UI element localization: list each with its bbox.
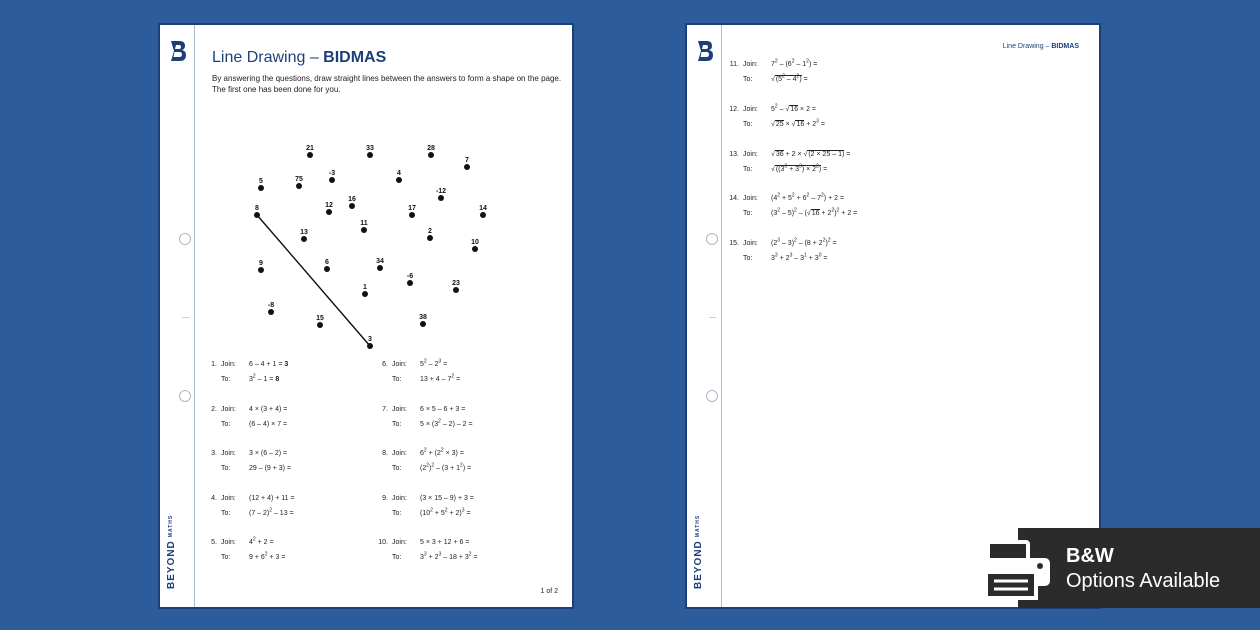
question-number: 11. <box>729 61 739 68</box>
join-label: Join: <box>743 150 758 158</box>
to-expression: $(2^2)^2 - (3 + 1^2)$ = <box>420 462 472 472</box>
dot <box>254 212 260 218</box>
brand-vertical: BEYONDMATHS <box>693 514 704 589</box>
question-number: 5. <box>211 539 217 546</box>
join-expression: $(4^2 + 5^2 + 6^2 - 7^2) + 2$ = <box>771 193 845 203</box>
dot <box>361 227 367 233</box>
to-label: To: <box>392 509 402 517</box>
dot-label: 12 <box>325 202 333 209</box>
question-item <box>376 495 551 525</box>
question-number: 4. <box>211 494 217 502</box>
question-number: 12. <box>729 105 739 113</box>
join-expression: 3 × (6 – 2) = <box>249 450 288 457</box>
join-label: Join: <box>392 539 407 546</box>
to-label: To: <box>221 420 231 428</box>
dot <box>258 185 264 191</box>
dot-label: -3 <box>328 170 336 177</box>
to-label: To: <box>221 509 231 517</box>
dot <box>377 265 383 271</box>
instructions: By answering the questions, draw straight lines between the answers to form a shape on the page. The first one has been done for you. <box>212 74 562 94</box>
dot-label: 7 <box>465 157 469 164</box>
join-expression: $5^2 - √16 \times 2$ = <box>771 103 817 113</box>
join-expression: $4^2 + 2$ = <box>249 536 274 546</box>
dot <box>268 309 274 315</box>
question-item <box>205 406 380 436</box>
to-expression: $3^3 + 2^3 - 18 + 3^2$ = <box>420 551 478 561</box>
dot <box>438 195 444 201</box>
join-expression: $7^2 - (6^2 - 1^2)$ = <box>771 58 818 68</box>
join-expression: (12 + 4) + 11 = <box>249 494 295 502</box>
dot <box>317 322 323 328</box>
to-expression: (6 – 4) × 7 = <box>249 420 288 428</box>
dot-label: 1 <box>363 284 367 291</box>
question-number: 1. <box>211 361 217 368</box>
join-expression: 5 × 3 + 12 + 6 = <box>420 539 470 546</box>
to-expression: $√(5^2 - 4^2)$ = <box>771 73 808 83</box>
dot <box>367 152 373 158</box>
dot-label: 3 <box>368 336 372 343</box>
dot <box>324 266 330 272</box>
beyond-logo-icon <box>696 39 714 63</box>
margin-line <box>194 25 195 607</box>
dot-label: 9 <box>259 260 263 267</box>
margin-line <box>721 25 722 607</box>
to-expression: $(3^2 - 5)^2 - (√16 + 2^2)^2 + 2$ = <box>771 208 858 218</box>
question-item <box>376 358 551 391</box>
punch-hole <box>706 390 718 402</box>
join-label: Join: <box>221 450 236 457</box>
dot-label: 33 <box>366 145 374 152</box>
join-label: Join: <box>221 494 236 502</box>
dot-label: -6 <box>406 273 414 280</box>
to-label: To: <box>221 554 231 561</box>
join-expression: $5^2 - 2^3$ = <box>420 358 448 368</box>
question-item <box>376 539 551 569</box>
join-label: Join: <box>743 105 758 113</box>
question-item <box>727 151 902 181</box>
dot <box>409 212 415 218</box>
join-label: Join: <box>221 405 236 413</box>
dot-label: 10 <box>471 239 479 246</box>
question-item <box>376 447 551 480</box>
question-item <box>727 237 902 270</box>
join-label: Join: <box>221 361 236 368</box>
beyond-logo-icon <box>169 39 187 63</box>
to-expression: $13 + 4 - 7^2$ = <box>420 373 461 383</box>
dot-label: -8 <box>267 302 275 309</box>
printer-icon <box>968 540 1054 600</box>
dot <box>296 183 302 189</box>
promo-banner <box>1018 528 1260 608</box>
to-label: To: <box>392 554 402 561</box>
dot <box>301 236 307 242</box>
to-label: To: <box>392 376 402 383</box>
question-number: 9. <box>382 494 388 502</box>
join-label: Join: <box>743 240 758 248</box>
punch-hole <box>179 233 191 245</box>
dot-grid <box>250 120 510 343</box>
question-item <box>727 103 902 136</box>
join-expression: √36 + 2 × √(2 × 25 – 1) = <box>771 150 851 158</box>
question-number: 6. <box>382 361 388 368</box>
to-label: To: <box>743 165 753 173</box>
dot-label: 75 <box>295 176 303 183</box>
to-expression: $(10^2 + 5^2 + 2)^3$ = <box>420 507 471 517</box>
dot-label: 16 <box>348 196 356 203</box>
question-number: 14. <box>729 195 739 203</box>
question-number: 13. <box>729 150 739 158</box>
dot <box>472 246 478 252</box>
question-number: 10. <box>378 539 388 546</box>
dot-label: 17 <box>408 205 416 212</box>
worksheet-page-1 <box>158 23 574 609</box>
dot-label: 34 <box>376 258 384 265</box>
dot <box>307 152 313 158</box>
to-label: To: <box>743 76 753 83</box>
question-item <box>205 450 380 480</box>
dot <box>453 287 459 293</box>
punch-hole <box>179 390 191 402</box>
to-expression: 29 – (9 + 3) = <box>249 465 292 472</box>
to-label: To: <box>221 376 231 383</box>
question-item <box>205 495 380 525</box>
dot <box>349 203 355 209</box>
brand-vertical: BEYONDMATHS <box>166 514 177 589</box>
question-item <box>376 406 551 436</box>
dot-label: 15 <box>316 315 324 322</box>
to-label: To: <box>392 465 402 472</box>
question-number: 8. <box>382 450 388 457</box>
question-item <box>727 195 902 225</box>
question-item <box>727 58 902 91</box>
dot-label: 23 <box>452 280 460 287</box>
join-expression: $6^2 + (2^2 \times 3)$ = <box>420 447 464 457</box>
to-label: To: <box>221 465 231 472</box>
join-expression: 6 – 4 + 1 = 3 <box>249 361 289 368</box>
to-expression: $5 \times (3^2 - 2) - 2$ = <box>420 418 473 428</box>
dot-label: 4 <box>397 170 401 177</box>
to-label: To: <box>392 420 402 428</box>
question-item <box>205 536 380 569</box>
dot-label: 21 <box>306 145 314 152</box>
dot-label: 28 <box>427 145 435 152</box>
join-label: Join: <box>743 61 758 68</box>
dot <box>362 291 368 297</box>
join-expression: 4 × (3 + 4) = <box>249 405 288 413</box>
to-expression: $√((3^3 + 3^3) \times 2^2)$ = <box>771 163 828 173</box>
promo-subtitle: Options Available <box>1066 570 1221 592</box>
dot <box>407 280 413 286</box>
promo-title: B&W <box>1066 545 1114 567</box>
page-title: Line Drawing – BIDMAS <box>212 49 387 66</box>
dot-label: 11 <box>360 220 368 227</box>
worksheet-page-2 <box>685 23 1101 609</box>
to-label: To: <box>743 210 753 218</box>
dot-label: 5 <box>259 178 263 185</box>
dot <box>480 212 486 218</box>
question-number: 3. <box>211 450 217 457</box>
to-expression: (7 – 2)$^2$ – 13 = <box>249 507 294 517</box>
to-expression: $√25 \times √16 + 2^3$ = <box>771 118 825 128</box>
dot-label: 38 <box>419 314 427 321</box>
page-number: 1 of 2 <box>540 588 558 595</box>
fold-mark <box>182 317 189 318</box>
dot <box>464 164 470 170</box>
dot-label: -12 <box>435 188 447 195</box>
dot <box>420 321 426 327</box>
dot-label: 13 <box>300 229 308 236</box>
dot <box>329 177 335 183</box>
question-number: 2. <box>211 405 217 413</box>
example-line <box>257 215 370 346</box>
dot-label: 6 <box>325 259 329 266</box>
join-label: Join: <box>392 494 407 502</box>
to-expression: $3^2 - 1 = 8$ <box>249 373 280 383</box>
dot <box>396 177 402 183</box>
dot-label: 8 <box>255 205 259 212</box>
punch-hole <box>706 233 718 245</box>
dot <box>427 235 433 241</box>
join-label: Join: <box>221 539 236 546</box>
dot <box>367 343 373 349</box>
join-label: Join: <box>392 405 407 413</box>
to-expression: $9 + 6^2 + 3$ = <box>249 551 286 561</box>
dot-label: 14 <box>479 205 487 212</box>
join-expression: (3 × 15 – 9) + 3 = <box>420 494 474 502</box>
dot <box>428 152 434 158</box>
fold-mark <box>709 317 716 318</box>
join-label: Join: <box>392 361 407 368</box>
question-item <box>205 361 380 391</box>
running-header: Line Drawing – BIDMAS <box>1002 43 1079 50</box>
to-label: To: <box>743 255 753 263</box>
question-number: 15. <box>729 240 739 248</box>
to-expression: $3^3 + 2^3 - 3^1 + 3^0$ = <box>771 252 828 263</box>
join-label: Join: <box>392 450 407 457</box>
dot <box>258 267 264 273</box>
dot <box>326 209 332 215</box>
to-label: To: <box>743 120 753 128</box>
dot-label: 2 <box>428 228 432 235</box>
join-label: Join: <box>743 195 758 203</box>
join-expression: $(2^3 - 3)^2 - (8 + 2^2)^2$ = <box>771 237 837 248</box>
join-expression: 6 × 5 – 6 + 3 = <box>420 405 466 413</box>
question-number: 7. <box>382 405 388 413</box>
